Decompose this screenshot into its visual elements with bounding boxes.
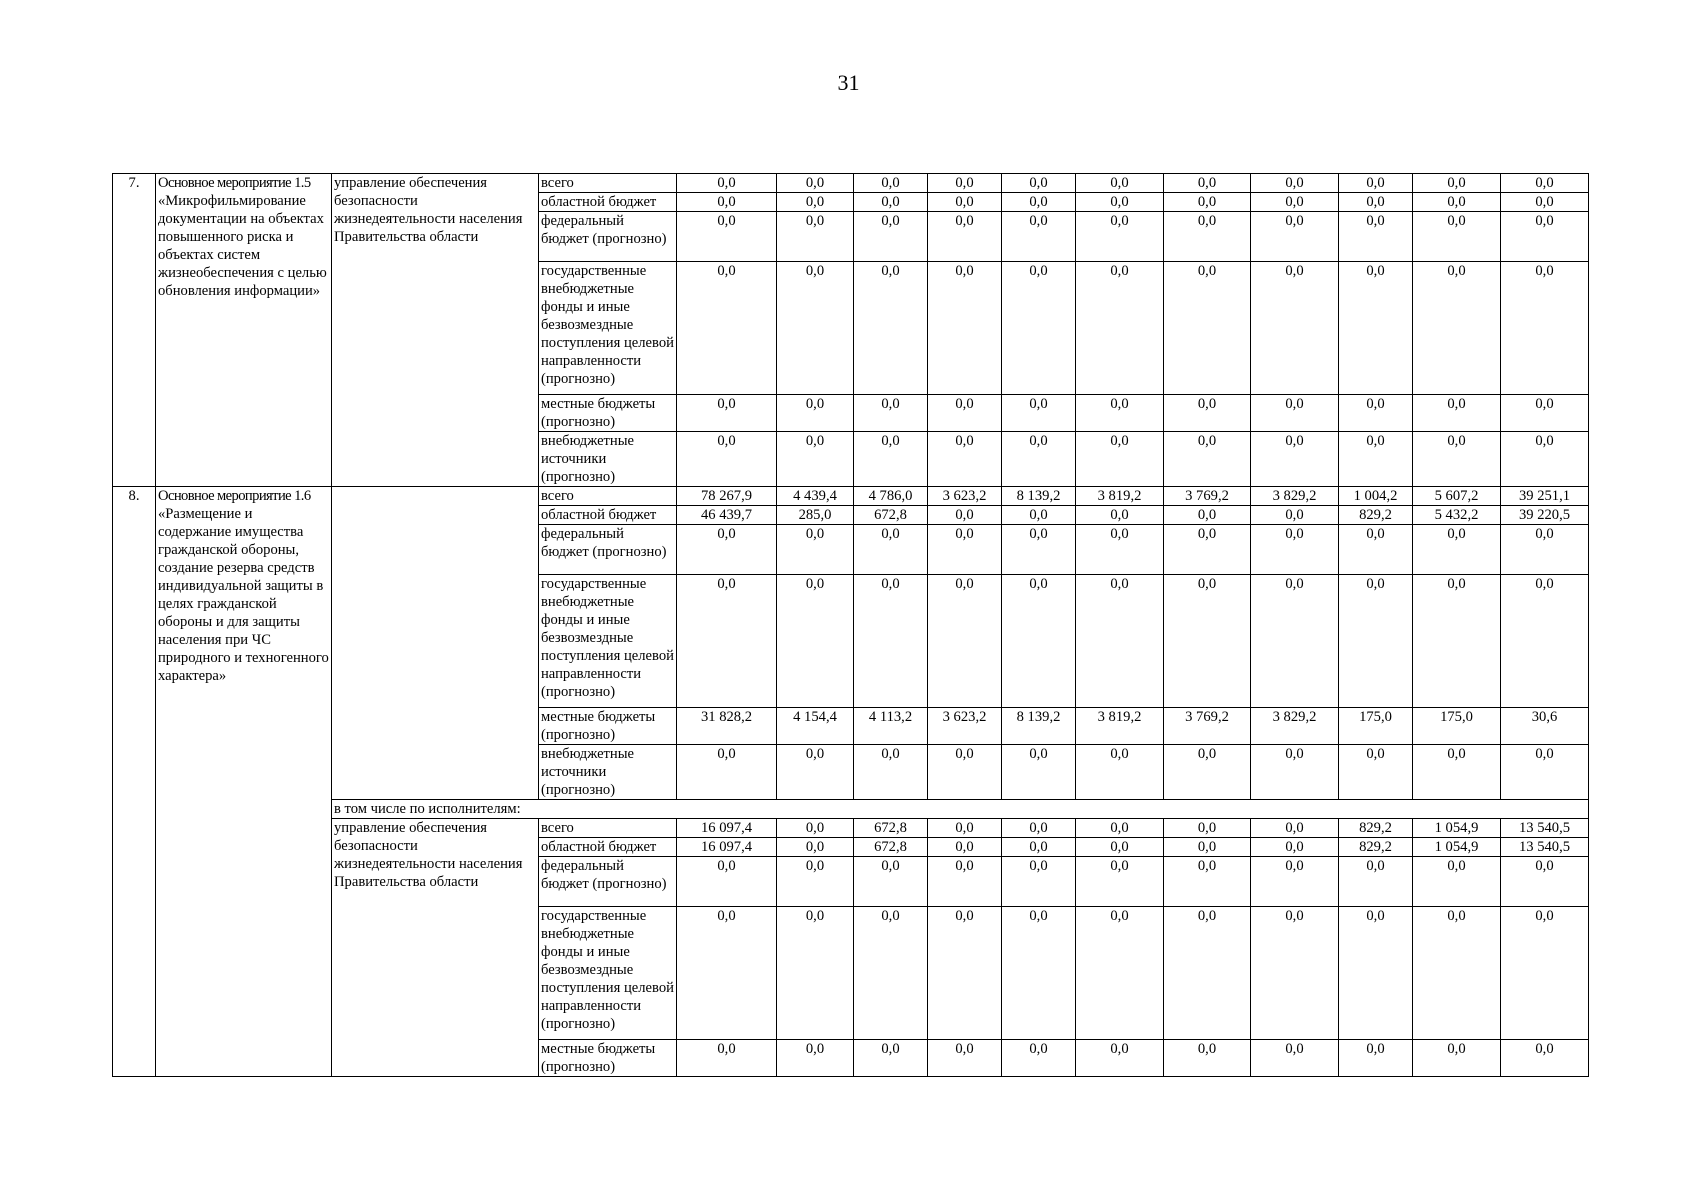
executors-subheader: в том числе по исполнителям: xyxy=(332,800,1589,819)
funding-value-9: 0,0 xyxy=(1339,525,1413,575)
funding-value-11: 0,0 xyxy=(1501,575,1589,708)
funding-value-7: 0,0 xyxy=(1164,174,1251,193)
funding-value-3: 672,8 xyxy=(854,506,928,525)
funding-value-6: 0,0 xyxy=(1076,1040,1164,1077)
event-lead: Основное мероприятие 1.5 xyxy=(158,175,311,191)
funding-value-8: 0,0 xyxy=(1251,907,1339,1040)
funding-value-5: 0,0 xyxy=(1002,506,1076,525)
funding-value-8: 0,0 xyxy=(1251,857,1339,907)
funding-value-1: 0,0 xyxy=(677,1040,777,1077)
funding-value-5: 8 139,2 xyxy=(1002,487,1076,506)
funding-value-5: 0,0 xyxy=(1002,212,1076,262)
funding-value-1: 0,0 xyxy=(677,193,777,212)
funding-value-3: 0,0 xyxy=(854,212,928,262)
funding-value-4: 0,0 xyxy=(928,212,1002,262)
funding-value-2: 0,0 xyxy=(777,907,854,1040)
funding-value-5: 0,0 xyxy=(1002,745,1076,800)
funding-value-7: 0,0 xyxy=(1164,212,1251,262)
funding-value-9: 0,0 xyxy=(1339,174,1413,193)
funding-value-4: 0,0 xyxy=(928,432,1002,487)
sub-executor-name: управление обеспечения безопасности жизнедеятельности населения Правительства области xyxy=(332,819,539,1077)
executor-name xyxy=(332,487,539,800)
funding-value-11: 39 251,1 xyxy=(1501,487,1589,506)
funding-value-10: 0,0 xyxy=(1413,193,1501,212)
funding-value-9: 0,0 xyxy=(1339,745,1413,800)
funding-value-9: 0,0 xyxy=(1339,395,1413,432)
funding-source: местные бюджеты (прогнозно) xyxy=(539,1040,677,1077)
funding-value-10: 0,0 xyxy=(1413,212,1501,262)
funding-value-3: 0,0 xyxy=(854,262,928,395)
funding-value-3: 4 786,0 xyxy=(854,487,928,506)
table-body xyxy=(113,174,1589,1077)
funding-value-4: 0,0 xyxy=(928,907,1002,1040)
funding-value-11: 0,0 xyxy=(1501,193,1589,212)
funding-value-8: 0,0 xyxy=(1251,395,1339,432)
funding-value-10: 0,0 xyxy=(1413,395,1501,432)
funding-value-10: 0,0 xyxy=(1413,907,1501,1040)
funding-value-6: 0,0 xyxy=(1076,395,1164,432)
funding-value-5: 0,0 xyxy=(1002,819,1076,838)
funding-value-6: 0,0 xyxy=(1076,907,1164,1040)
table-row xyxy=(113,487,1589,506)
funding-source: местные бюджеты (прогнозно) xyxy=(539,395,677,432)
funding-value-8: 0,0 xyxy=(1251,212,1339,262)
funding-value-11: 0,0 xyxy=(1501,395,1589,432)
funding-value-11: 30,6 xyxy=(1501,708,1589,745)
funding-value-1: 16 097,4 xyxy=(677,838,777,857)
funding-value-1: 0,0 xyxy=(677,745,777,800)
funding-value-2: 0,0 xyxy=(777,432,854,487)
funding-value-4: 0,0 xyxy=(928,174,1002,193)
funding-value-10: 0,0 xyxy=(1413,174,1501,193)
funding-source: внебюджетные источники (прогнозно) xyxy=(539,432,677,487)
funding-value-7: 3 769,2 xyxy=(1164,487,1251,506)
funding-value-2: 0,0 xyxy=(777,857,854,907)
funding-value-8: 0,0 xyxy=(1251,838,1339,857)
funding-value-4: 0,0 xyxy=(928,525,1002,575)
funding-value-8: 0,0 xyxy=(1251,575,1339,708)
funding-value-5: 0,0 xyxy=(1002,907,1076,1040)
funding-value-5: 0,0 xyxy=(1002,838,1076,857)
funding-value-2: 0,0 xyxy=(777,525,854,575)
funding-value-7: 0,0 xyxy=(1164,1040,1251,1077)
funding-value-10: 5 432,2 xyxy=(1413,506,1501,525)
funding-value-9: 0,0 xyxy=(1339,432,1413,487)
funding-value-3: 0,0 xyxy=(854,857,928,907)
funding-value-6: 0,0 xyxy=(1076,432,1164,487)
funding-value-6: 0,0 xyxy=(1076,262,1164,395)
funding-value-6: 0,0 xyxy=(1076,819,1164,838)
funding-value-7: 3 769,2 xyxy=(1164,708,1251,745)
funding-value-11: 0,0 xyxy=(1501,907,1589,1040)
funding-value-6: 0,0 xyxy=(1076,857,1164,907)
funding-value-5: 8 139,2 xyxy=(1002,708,1076,745)
funding-value-7: 0,0 xyxy=(1164,432,1251,487)
funding-value-9: 0,0 xyxy=(1339,262,1413,395)
funding-value-5: 0,0 xyxy=(1002,174,1076,193)
funding-value-4: 0,0 xyxy=(928,1040,1002,1077)
funding-value-4: 0,0 xyxy=(928,857,1002,907)
funding-value-9: 829,2 xyxy=(1339,506,1413,525)
funding-value-1: 0,0 xyxy=(677,262,777,395)
funding-value-3: 672,8 xyxy=(854,838,928,857)
funding-value-3: 4 113,2 xyxy=(854,708,928,745)
funding-value-6: 0,0 xyxy=(1076,838,1164,857)
funding-value-11: 0,0 xyxy=(1501,262,1589,395)
funding-value-10: 0,0 xyxy=(1413,575,1501,708)
funding-value-4: 0,0 xyxy=(928,262,1002,395)
funding-value-4: 0,0 xyxy=(928,838,1002,857)
funding-value-4: 3 623,2 xyxy=(928,708,1002,745)
funding-value-2: 4 439,4 xyxy=(777,487,854,506)
funding-value-9: 1 004,2 xyxy=(1339,487,1413,506)
funding-value-4: 0,0 xyxy=(928,395,1002,432)
funding-value-10: 0,0 xyxy=(1413,525,1501,575)
funding-value-2: 285,0 xyxy=(777,506,854,525)
funding-value-2: 4 154,4 xyxy=(777,708,854,745)
funding-value-3: 0,0 xyxy=(854,1040,928,1077)
funding-value-7: 0,0 xyxy=(1164,262,1251,395)
funding-value-3: 0,0 xyxy=(854,395,928,432)
funding-value-8: 0,0 xyxy=(1251,174,1339,193)
funding-value-5: 0,0 xyxy=(1002,1040,1076,1077)
funding-value-10: 1 054,9 xyxy=(1413,819,1501,838)
funding-value-1: 78 267,9 xyxy=(677,487,777,506)
funding-value-11: 13 540,5 xyxy=(1501,819,1589,838)
funding-source: внебюджетные источники (прогнозно) xyxy=(539,745,677,800)
funding-value-3: 0,0 xyxy=(854,745,928,800)
executor-name: управление обеспечения безопасности жизнедеятельности населения Правительства области xyxy=(332,174,539,487)
funding-value-3: 0,0 xyxy=(854,432,928,487)
funding-value-8: 3 829,2 xyxy=(1251,708,1339,745)
funding-value-4: 0,0 xyxy=(928,193,1002,212)
funding-value-3: 0,0 xyxy=(854,174,928,193)
funding-value-11: 0,0 xyxy=(1501,432,1589,487)
funding-value-2: 0,0 xyxy=(777,193,854,212)
funding-value-9: 829,2 xyxy=(1339,819,1413,838)
funding-value-3: 0,0 xyxy=(854,525,928,575)
event-name xyxy=(156,487,332,1077)
funding-value-5: 0,0 xyxy=(1002,193,1076,212)
funding-source: государственные внебюджетные фонды и иные безвозмездные поступления целевой направленности (прогнозно) xyxy=(539,575,677,708)
funding-value-2: 0,0 xyxy=(777,838,854,857)
funding-value-8: 0,0 xyxy=(1251,506,1339,525)
funding-value-4: 0,0 xyxy=(928,575,1002,708)
funding-value-7: 0,0 xyxy=(1164,575,1251,708)
funding-value-10: 5 607,2 xyxy=(1413,487,1501,506)
budget-table xyxy=(112,173,1589,1077)
funding-value-6: 0,0 xyxy=(1076,575,1164,708)
funding-value-7: 0,0 xyxy=(1164,395,1251,432)
funding-value-1: 0,0 xyxy=(677,432,777,487)
funding-source: федеральный бюджет (прогнозно) xyxy=(539,857,677,907)
funding-value-2: 0,0 xyxy=(777,174,854,193)
funding-value-7: 0,0 xyxy=(1164,838,1251,857)
funding-value-3: 0,0 xyxy=(854,575,928,708)
funding-source: всего xyxy=(539,174,677,193)
funding-value-5: 0,0 xyxy=(1002,395,1076,432)
funding-value-10: 0,0 xyxy=(1413,432,1501,487)
funding-value-11: 0,0 xyxy=(1501,857,1589,907)
funding-value-6: 0,0 xyxy=(1076,174,1164,193)
funding-value-7: 0,0 xyxy=(1164,525,1251,575)
funding-value-6: 3 819,2 xyxy=(1076,487,1164,506)
funding-value-7: 0,0 xyxy=(1164,745,1251,800)
funding-value-7: 0,0 xyxy=(1164,819,1251,838)
funding-value-6: 0,0 xyxy=(1076,525,1164,575)
event-description: «Размещение и содержание имущества гражданской обороны, создание резерва средств индивидуальной защиты в целях гражданской обороны и для защиты населения при ЧС природного и техногенного характера» xyxy=(158,506,329,684)
funding-value-7: 0,0 xyxy=(1164,506,1251,525)
funding-value-9: 0,0 xyxy=(1339,193,1413,212)
funding-value-2: 0,0 xyxy=(777,262,854,395)
funding-value-11: 39 220,5 xyxy=(1501,506,1589,525)
funding-source: федеральный бюджет (прогнозно) xyxy=(539,212,677,262)
funding-value-9: 175,0 xyxy=(1339,708,1413,745)
funding-value-1: 0,0 xyxy=(677,575,777,708)
funding-source: местные бюджеты (прогнозно) xyxy=(539,708,677,745)
funding-source: государственные внебюджетные фонды и иные безвозмездные поступления целевой направленности (прогнозно) xyxy=(539,262,677,395)
funding-value-11: 13 540,5 xyxy=(1501,838,1589,857)
funding-value-10: 0,0 xyxy=(1413,262,1501,395)
event-description: «Микрофильмирование документации на объектах повышенного риска и объектах систем жизнеобеспечения с целью обновления информации» xyxy=(158,193,327,299)
funding-value-11: 0,0 xyxy=(1501,525,1589,575)
row-index: 8. xyxy=(113,487,156,1077)
table-row xyxy=(113,174,1589,193)
funding-value-4: 3 623,2 xyxy=(928,487,1002,506)
funding-value-6: 0,0 xyxy=(1076,193,1164,212)
funding-value-8: 3 829,2 xyxy=(1251,487,1339,506)
funding-value-3: 0,0 xyxy=(854,907,928,1040)
funding-value-4: 0,0 xyxy=(928,745,1002,800)
funding-value-2: 0,0 xyxy=(777,575,854,708)
funding-value-11: 0,0 xyxy=(1501,745,1589,800)
funding-source: федеральный бюджет (прогнозно) xyxy=(539,525,677,575)
funding-value-8: 0,0 xyxy=(1251,193,1339,212)
funding-value-5: 0,0 xyxy=(1002,525,1076,575)
funding-value-6: 0,0 xyxy=(1076,745,1164,800)
funding-value-1: 0,0 xyxy=(677,907,777,1040)
funding-value-1: 0,0 xyxy=(677,212,777,262)
funding-value-7: 0,0 xyxy=(1164,857,1251,907)
funding-value-6: 3 819,2 xyxy=(1076,708,1164,745)
funding-value-8: 0,0 xyxy=(1251,262,1339,395)
funding-value-3: 0,0 xyxy=(854,193,928,212)
funding-source: государственные внебюджетные фонды и иные безвозмездные поступления целевой направленности (прогнозно) xyxy=(539,907,677,1040)
funding-value-1: 0,0 xyxy=(677,395,777,432)
funding-value-11: 0,0 xyxy=(1501,212,1589,262)
funding-value-10: 1 054,9 xyxy=(1413,838,1501,857)
funding-value-4: 0,0 xyxy=(928,819,1002,838)
funding-value-8: 0,0 xyxy=(1251,1040,1339,1077)
funding-value-11: 0,0 xyxy=(1501,1040,1589,1077)
funding-value-5: 0,0 xyxy=(1002,575,1076,708)
funding-value-10: 175,0 xyxy=(1413,708,1501,745)
funding-source: областной бюджет xyxy=(539,838,677,857)
funding-value-1: 16 097,4 xyxy=(677,819,777,838)
funding-value-9: 0,0 xyxy=(1339,575,1413,708)
funding-value-6: 0,0 xyxy=(1076,212,1164,262)
executors-subheader-row xyxy=(113,800,1589,819)
funding-value-4: 0,0 xyxy=(928,506,1002,525)
funding-value-2: 0,0 xyxy=(777,819,854,838)
funding-value-1: 46 439,7 xyxy=(677,506,777,525)
funding-value-8: 0,0 xyxy=(1251,525,1339,575)
funding-value-7: 0,0 xyxy=(1164,193,1251,212)
funding-value-2: 0,0 xyxy=(777,745,854,800)
funding-value-2: 0,0 xyxy=(777,212,854,262)
funding-value-5: 0,0 xyxy=(1002,857,1076,907)
funding-value-9: 0,0 xyxy=(1339,1040,1413,1077)
table-row xyxy=(113,819,1589,838)
funding-value-9: 0,0 xyxy=(1339,212,1413,262)
funding-value-10: 0,0 xyxy=(1413,1040,1501,1077)
funding-source: областной бюджет xyxy=(539,506,677,525)
funding-value-11: 0,0 xyxy=(1501,174,1589,193)
funding-value-9: 0,0 xyxy=(1339,857,1413,907)
funding-value-5: 0,0 xyxy=(1002,262,1076,395)
funding-value-3: 672,8 xyxy=(854,819,928,838)
funding-value-1: 0,0 xyxy=(677,857,777,907)
funding-value-10: 0,0 xyxy=(1413,857,1501,907)
funding-value-7: 0,0 xyxy=(1164,907,1251,1040)
funding-value-1: 31 828,2 xyxy=(677,708,777,745)
funding-value-2: 0,0 xyxy=(777,1040,854,1077)
funding-value-10: 0,0 xyxy=(1413,745,1501,800)
funding-value-1: 0,0 xyxy=(677,174,777,193)
event-name xyxy=(156,174,332,487)
row-index: 7. xyxy=(113,174,156,487)
funding-value-1: 0,0 xyxy=(677,525,777,575)
event-lead: Основное мероприятие 1.6 xyxy=(158,488,311,504)
funding-value-8: 0,0 xyxy=(1251,745,1339,800)
funding-value-8: 0,0 xyxy=(1251,432,1339,487)
funding-source: всего xyxy=(539,819,677,838)
funding-value-6: 0,0 xyxy=(1076,506,1164,525)
funding-source: областной бюджет xyxy=(539,193,677,212)
funding-value-8: 0,0 xyxy=(1251,819,1339,838)
funding-value-5: 0,0 xyxy=(1002,432,1076,487)
funding-value-2: 0,0 xyxy=(777,395,854,432)
funding-source: всего xyxy=(539,487,677,506)
page-number: 31 xyxy=(837,70,860,95)
funding-value-9: 829,2 xyxy=(1339,838,1413,857)
funding-value-9: 0,0 xyxy=(1339,907,1413,1040)
